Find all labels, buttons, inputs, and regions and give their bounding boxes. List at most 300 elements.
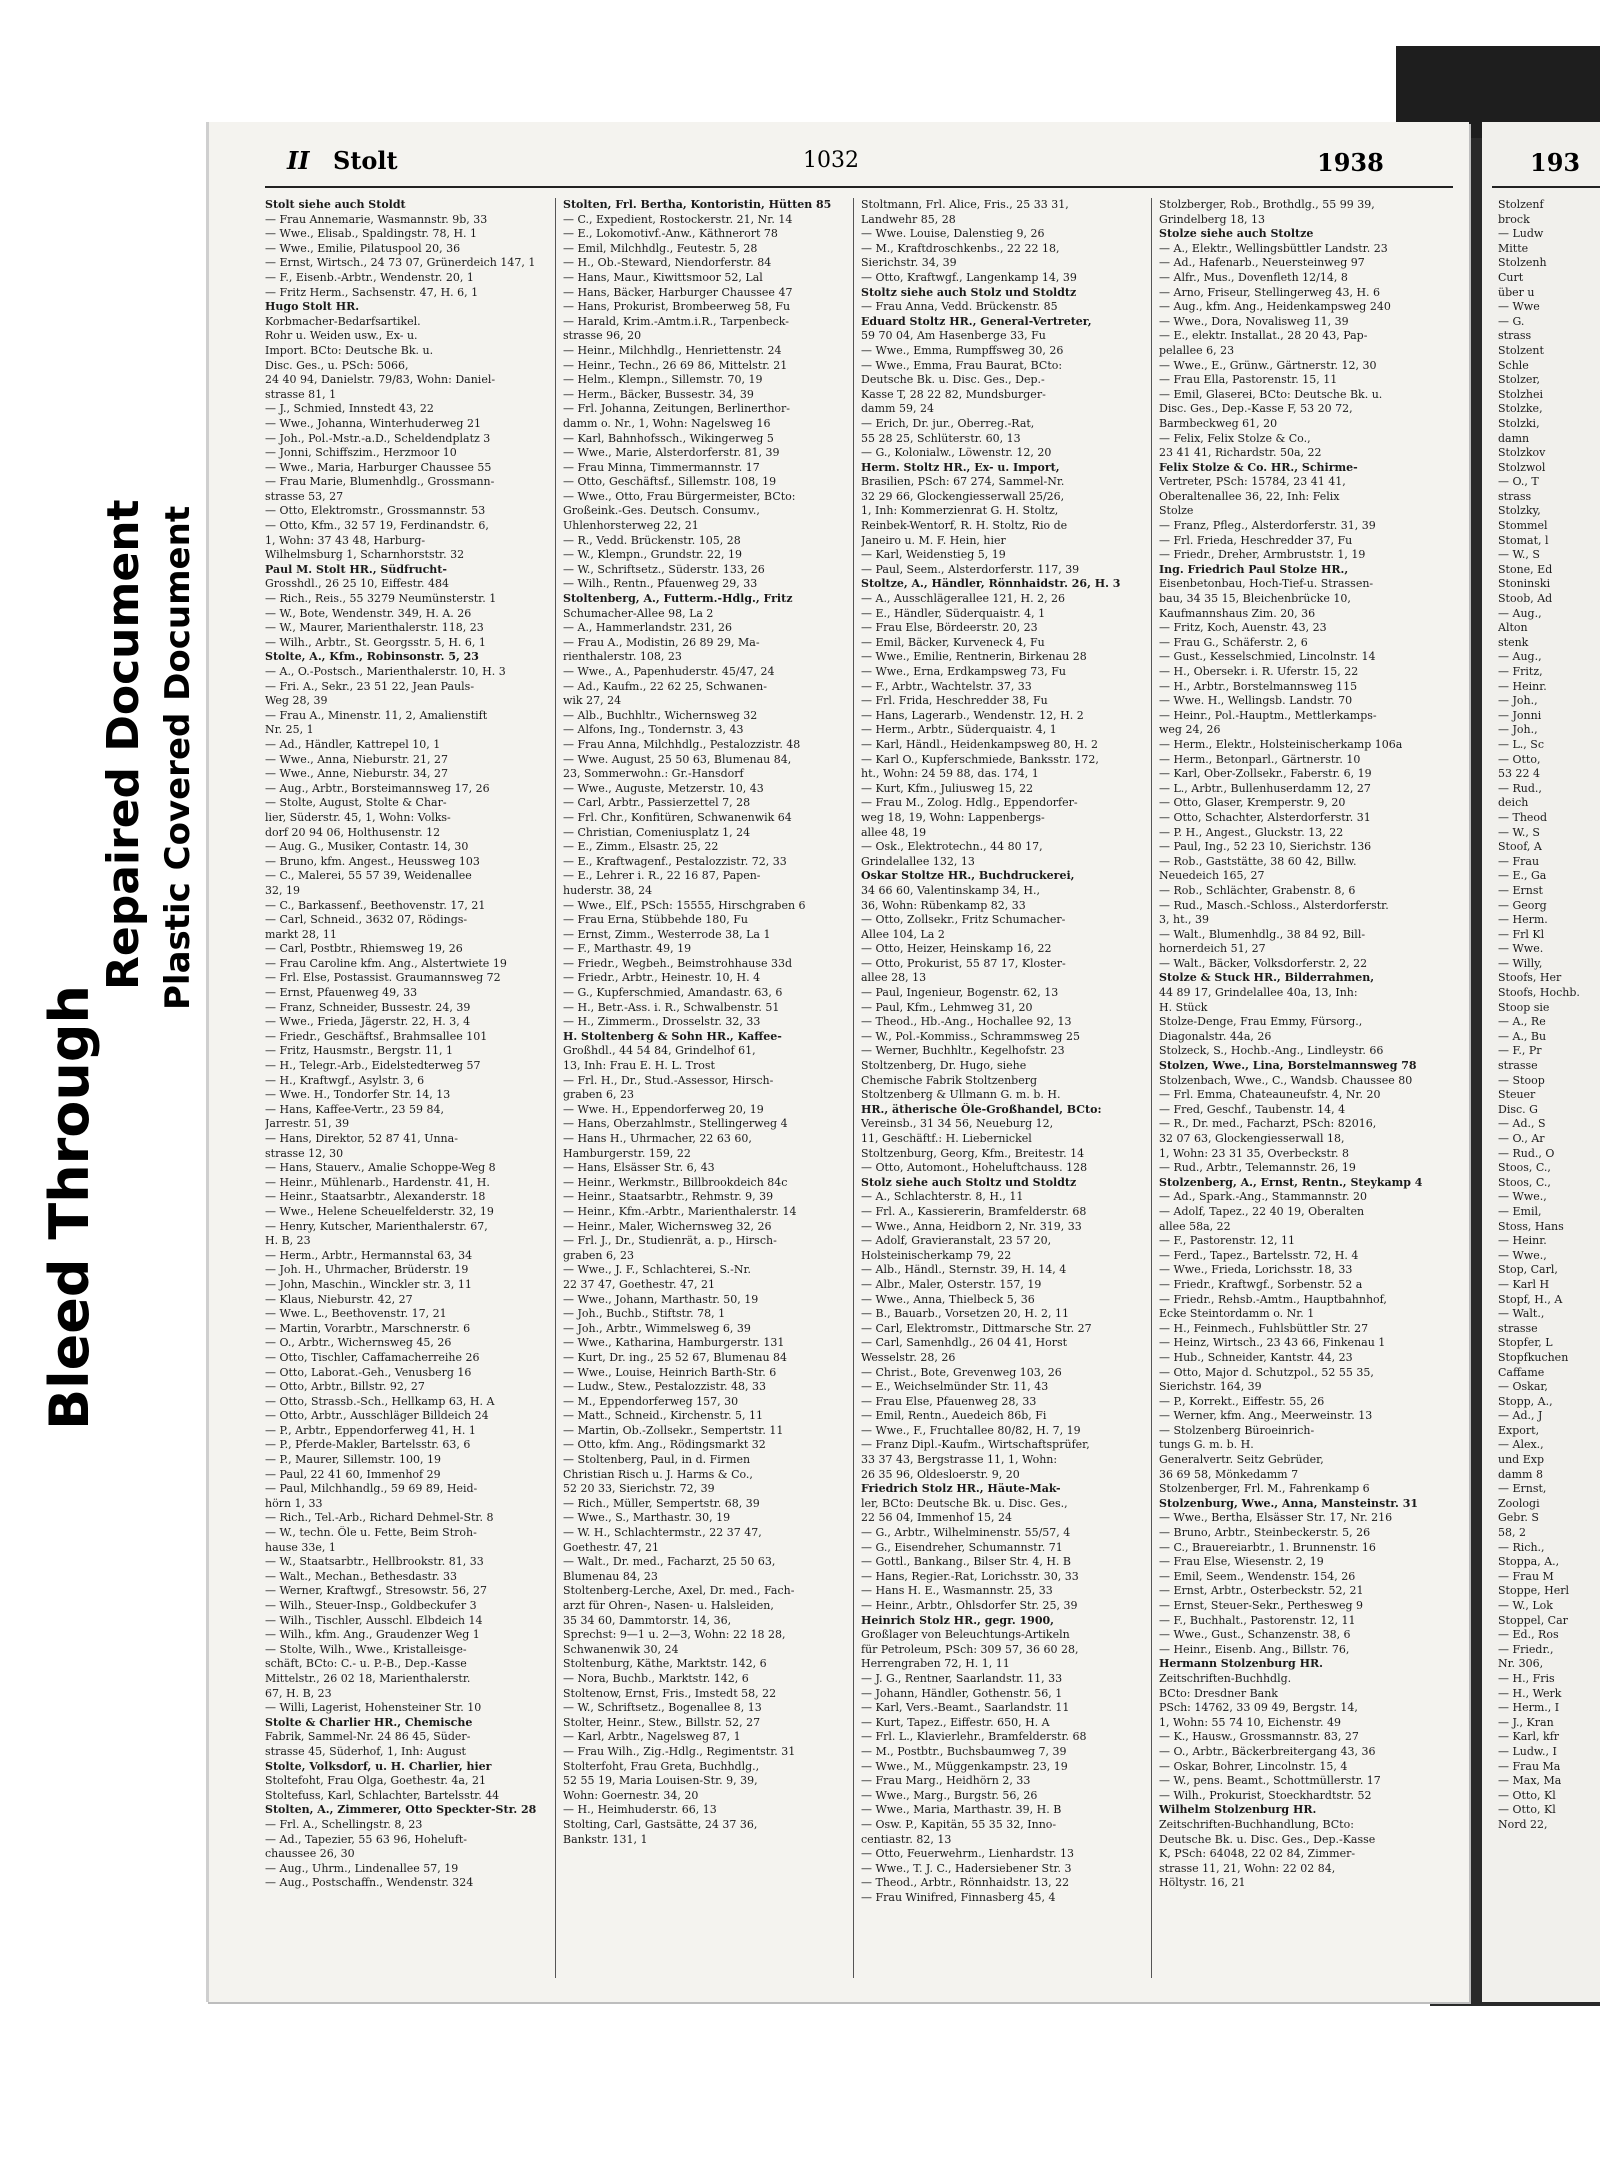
directory-entry: Christian Risch u. J. Harms & Co., (563, 1467, 753, 1481)
directory-entry: — Werner, Kraftwgf., Stresowstr. 56, 27 (265, 1584, 487, 1598)
directory-entry: — Frau Annemarie, Wasmannstr. 9b, 33 (265, 212, 488, 226)
directory-entry: Fabrik, Sammel-Nr. 24 86 45, Süder- (265, 1730, 471, 1744)
directory-entry: — Frau Else, Wiesenstr. 2, 19 (1159, 1555, 1324, 1569)
directory-entry: — Frau Erna, Stübbehde 180, Fu (563, 913, 748, 927)
directory-entry: — Osw. P., Kapitän, 55 35 32, Inno- (861, 1817, 1057, 1831)
directory-entry: — Heinz, Wirtsch., 23 43 66, Finkenau 1 (1159, 1336, 1386, 1350)
next-page-line: Stoninski (1498, 577, 1551, 591)
directory-entry: — Wwe. August, 25 50 63, Blumenau 84, (563, 752, 792, 766)
directory-entry: — Heinr., Staatsarbtr., Rehmstr. 9, 39 (563, 1190, 774, 1204)
directory-entry: — Kurt, Kfm., Juliusweg 15, 22 (861, 781, 1034, 795)
directory-entry: Disc. Ges., u. PSch: 5066, (265, 358, 409, 372)
next-page-line: Alton (1498, 621, 1528, 635)
directory-entry: — Wilh., Prokurist, Stoeckhardtstr. 52 (1159, 1788, 1372, 1802)
directory-entry: — Christ., Bote, Grevenweg 103, 26 (861, 1365, 1062, 1379)
next-page-line: damn (1498, 431, 1530, 445)
next-page-line: — Rud., (1498, 781, 1542, 795)
next-page-line: — Karl, kfr (1498, 1730, 1560, 1744)
next-page-line: Stolzent (1498, 343, 1544, 357)
directory-entry: — Wwe., A., Papenhuderstr. 45/47, 24 (563, 665, 775, 678)
next-page-line: — Frl Kl (1498, 927, 1545, 941)
directory-entry: — Carl, Arbtr., Passierzettel 7, 28 (563, 796, 751, 810)
directory-entry: Neuedeich 165, 27 (1159, 869, 1265, 883)
directory-entry: — C., Expedient, Rostockerstr. 21, Nr. 14 (563, 212, 793, 226)
directory-entry: — Martin, Vorarbtr., Marschnerstr. 6 (265, 1321, 471, 1335)
next-page-line: — Rud., O (1498, 1146, 1555, 1160)
directory-entry: lier, Süderstr. 45, 1, Wohn: Volks- (265, 810, 451, 824)
directory-entry: — Fritz, Hausmstr., Bergstr. 11, 1 (265, 1044, 454, 1058)
directory-entry: — Ludw., Stew., Pestalozzistr. 48, 33 (563, 1380, 766, 1394)
directory-entry: — Otto, Kraftwgf., Langenkamp 14, 39 (861, 270, 1077, 284)
directory-entry: Stolze siehe auch Stoltze (1159, 227, 1314, 241)
next-page-line: — Willy, (1498, 956, 1543, 970)
next-page-line: — L., Sc (1498, 737, 1544, 751)
directory-entry: — Wwe., Gust., Schanzenstr. 38, 6 (1159, 1628, 1351, 1642)
directory-entry: — Heinr., Kfm.-Arbtr., Marienthalerstr. 14 (563, 1204, 797, 1218)
directory-entry: — A., Elektr., Wellingsbüttler Landstr. 23 (1159, 241, 1388, 255)
directory-entry: Stolzenbach, Wwe., C., Wandsb. Chaussee 80 (1159, 1073, 1413, 1087)
directory-entry: — Frau Else, Bördeerstr. 20, 23 (861, 621, 1038, 635)
directory-entry: — Wwe., Emilie, Pilatuspool 20, 36 (265, 241, 461, 255)
header-rule (265, 186, 1453, 188)
directory-entry: — Aug., Uhrm., Lindenallee 57, 19 (265, 1861, 459, 1875)
next-page-line: — Ludw., I (1498, 1744, 1557, 1758)
directory-entry: H. B, 23 (265, 1234, 311, 1248)
directory-entry: — W., Schriftsetz., Bogenallee 8, 13 (563, 1701, 762, 1715)
next-page-line: strasse (1498, 1059, 1538, 1073)
directory-entry: 22 56 04, Immenhof 15, 24 (861, 1511, 1013, 1525)
directory-entry: — Karl, Vers.-Beamt., Saarlandstr. 11 (861, 1701, 1070, 1715)
directory-entry: — Otto, Laborat.-Geh., Venusberg 16 (265, 1365, 472, 1379)
directory-entry: — O., Arbtr., Wichernsweg 45, 26 (265, 1336, 452, 1350)
directory-entry: — Frl. Frida, Heschredder 38, Fu (861, 694, 1048, 708)
directory-entry: Grindelallee 132, 13 (861, 854, 975, 868)
next-page-line: deich (1498, 796, 1529, 810)
next-page-line: Stoppa, A., (1498, 1555, 1560, 1569)
directory-entry: Reinbek-Wentorf, R. H. Stoltz, Rio de (861, 519, 1068, 533)
directory-entry: schäft, BCto: C.- u. P.-B., Dep.-Kasse (265, 1657, 467, 1671)
directory-entry: — Otto, Schachter, Alsterdorferstr. 31 (1159, 810, 1371, 824)
directory-entry: — Paul, Kfm., Lehmweg 31, 20 (861, 1000, 1033, 1014)
directory-entry: Vereinsb., 31 34 56, Neueburg 12, (861, 1117, 1054, 1131)
directory-entry: 52 20 33, Sierichstr. 72, 39 (563, 1482, 715, 1496)
directory-entry: Goethestr. 47, 21 (563, 1540, 660, 1554)
directory-entry: — F., Pastorenstr. 12, 11 (1159, 1234, 1296, 1248)
next-page-line: Stoof, A (1498, 840, 1542, 854)
directory-entry: — Rich., Müller, Sempertstr. 68, 39 (563, 1496, 760, 1510)
next-page-line: — W., Lok (1498, 1599, 1553, 1612)
directory-entry: Schumacher-Allee 98, La 2 (563, 606, 714, 620)
directory-entry: — Oskar, Bohrer, Lincolnstr. 15, 4 (1159, 1759, 1348, 1773)
directory-entry: — Hans, Oberzahlmstr., Stellingerweg 4 (563, 1117, 788, 1131)
directory-entry: Stolter, Heinr., Stew., Billstr. 52, 27 (563, 1715, 761, 1729)
directory-entry: Stolzenburg, Wwe., Anna, Mansteinstr. 31 (1159, 1496, 1419, 1510)
directory-entry: — F., Arbtr., Wachtelstr. 37, 33 (861, 679, 1032, 693)
directory-entry: 26 35 96, Oldesloerstr. 9, 20 (861, 1467, 1020, 1481)
directory-entry: — M., Kraftdroschkenbs., 22 22 18, (861, 241, 1060, 255)
directory-entry: — Ernst, Wirtsch., 24 73 07, Grünerdeich 147, 1 (265, 256, 536, 270)
directory-entry: — M., Eppendorferweg 157, 30 (563, 1394, 739, 1408)
directory-entry: — Stolzenberg Büroeinrich- (1159, 1423, 1315, 1437)
directory-entry: Heinrich Stolz HR., gegr. 1900, (861, 1613, 1054, 1627)
directory-entry: — Jonni, Schiffszim., Herzmoor 10 (265, 446, 457, 460)
directory-entry: bau, 34 35 15, Bleichenbrücke 10, (1159, 592, 1351, 606)
directory-entry: — Harald, Krim.-Amtm.i.R., Tarpenbeck- (563, 314, 789, 328)
directory-entry: — Friedr., Wegbeh., Beimstrohhause 33d (563, 956, 793, 970)
next-page-line: Mitte (1498, 241, 1529, 255)
directory-entry: — Alfons, Ing., Tondernstr. 3, 43 (563, 723, 744, 737)
directory-entry: huderstr. 38, 24 (563, 883, 653, 897)
directory-entry: — Wwe., Anna, Heidborn 2, Nr. 319, 33 (861, 1219, 1082, 1233)
directory-entry: Hamburgerstr. 159, 22 (563, 1146, 691, 1160)
directory-entry: allee 28, 13 (861, 971, 927, 985)
section-number: II (287, 146, 310, 175)
directory-entry: — Frl. A., Schellingstr. 8, 23 (265, 1817, 423, 1831)
directory-entry: — E., Weichselmünder Str. 11, 43 (861, 1380, 1049, 1394)
directory-entry: dorf 20 94 06, Holthusenstr. 12 (265, 825, 441, 839)
directory-entry: — John, Maschin., Winckler str. 3, 11 (265, 1277, 472, 1291)
directory-entry: — F., Eisenb.-Arbtr., Wendenstr. 20, 1 (265, 270, 474, 284)
directory-entry: — Heinr., Staatsarbtr., Alexanderstr. 18 (265, 1190, 486, 1204)
next-page-line: Stolzhei (1498, 387, 1544, 401)
next-page-line: strass (1498, 489, 1532, 503)
directory-entry: — H., Telegr.-Arb., Eidelstedterweg 57 (265, 1059, 481, 1073)
directory-entry: — Karl, Ober-Zollsekr., Faberstr. 6, 19 (1159, 767, 1372, 781)
directory-entry: — Kurt, Dr. ing., 25 52 67, Blumenau 84 (563, 1350, 788, 1364)
directory-entry: Herrengraben 72, H. 1, 11 (861, 1657, 1010, 1671)
next-page-line: — Emil, (1498, 1204, 1542, 1218)
directory-entry: — E., Kraftwagenf., Pestalozzistr. 72, 33 (563, 854, 787, 868)
directory-entry: 23 41 41, Richardstr. 50a, 22 (1159, 446, 1322, 460)
directory-entry: — Otto, Zollsekr., Fritz Schumacher- (861, 913, 1066, 927)
directory-entry: Rohr u. Weiden usw., Ex- u. (265, 329, 418, 343)
directory-entry: Stolten, Frl. Bertha, Kontoristin, Hütten 85 (563, 198, 832, 211)
directory-entry: — F., Marthastr. 49, 19 (563, 942, 692, 956)
directory-entry: — H., Heimhuderstr. 66, 13 (563, 1803, 717, 1817)
directory-entry: Ecke Steintordamm o. Nr. 1 (1159, 1307, 1315, 1321)
directory-entry: — Wwe., Elf., PSch: 15555, Hirschgraben 6 (563, 898, 806, 912)
directory-entry: — Hans, Regier.-Rat, Lorichsstr. 30, 33 (861, 1569, 1079, 1583)
next-page-line: Stoppe, Herl (1498, 1584, 1570, 1598)
directory-entry: — Karl, Händl., Heidenkampsweg 80, H. 2 (861, 737, 1098, 751)
directory-entry: Stoltzenburg, Georg, Kfm., Breitestr. 14 (861, 1146, 1085, 1160)
directory-entry: Sierichstr. 164, 39 (1159, 1380, 1262, 1394)
directory-entry: tungs G. m. b. H. (1159, 1438, 1254, 1452)
directory-entry: — Hans, Maur., Kiwittsmoor 52, Lal (563, 270, 763, 284)
directory-entry: — K., Hausw., Grossmannstr. 83, 27 (1159, 1730, 1359, 1744)
directory-entry: — W., Klempn., Grundstr. 22, 19 (563, 548, 743, 562)
directory-entry: — Rich., Reis., 55 3279 Neumünsterstr. 1 (265, 592, 497, 606)
directory-entry: Chemische Fabrik Stoltzenberg (861, 1073, 1038, 1087)
directory-entry: — Alfr., Mus., Dovenfleth 12/14, 8 (1159, 270, 1348, 284)
next-page-line: — O., T (1498, 475, 1539, 489)
next-page-line: — Ad., S (1498, 1117, 1546, 1131)
directory-entry: — Heinr., Eisenb. Ang., Billstr. 76, (1159, 1642, 1350, 1656)
directory-entry: Großhdl., 44 54 84, Grindelhof 61, (563, 1044, 756, 1058)
directory-entry: — Friedr., Rehsb.-Amtm., Hauptbahnhof, (1159, 1292, 1387, 1306)
directory-entry: — Gust., Kesselschmied, Lincolnstr. 14 (1159, 650, 1376, 664)
directory-entry: — Wwe., Frieda, Jägerstr. 22, H. 3, 4 (265, 1015, 471, 1029)
next-page-line: 58, 2 (1498, 1526, 1526, 1540)
directory-entry: — Wwe. H., Tondorfer Str. 14, 13 (265, 1088, 451, 1102)
label-bleed-through: Bleed Through (38, 985, 101, 1430)
directory-entry: — Frau Else, Pfauenweg 28, 33 (861, 1394, 1037, 1408)
directory-entry: Stolte, A., Kfm., Robinsonstr. 5, 23 (265, 650, 479, 664)
directory-entry: — E., Lehrer i. R., 22 16 87, Papen- (563, 869, 761, 883)
directory-entry: rienthalerstr. 108, 23 (563, 650, 682, 664)
directory-entry: Hermann Stolzenburg HR. (1159, 1657, 1323, 1671)
next-page-line: — Ernst, (1498, 1482, 1547, 1496)
next-page-line: Stoppel, Car (1498, 1613, 1568, 1627)
directory-entry: — Heinr., Arbtr., Ohlsdorfer Str. 25, 39 (861, 1599, 1078, 1612)
directory-entry: — Frau Winifred, Finnasberg 45, 4 (861, 1890, 1056, 1904)
next-page-line: — Herm. (1498, 913, 1548, 927)
directory-entry: — Nora, Buchb., Marktstr. 142, 6 (563, 1671, 749, 1685)
directory-entry: — Otto, Prokurist, 55 87 17, Kloster- (861, 956, 1066, 970)
next-page-line: — Wwe. (1498, 942, 1544, 956)
directory-entry: Barmbeckweg 61, 20 (1159, 416, 1278, 430)
next-page-line: — Theod (1498, 810, 1548, 824)
directory-entry: — Wwe., J. F., Schlachterei, S.-Nr. (563, 1263, 752, 1277)
directory-entry: graben 6, 23 (563, 1248, 634, 1262)
directory-entry: 1, Wohn: 55 74 10, Eichenstr. 49 (1159, 1715, 1342, 1729)
directory-entry: — Rob., Gaststätte, 38 60 42, Billw. (1159, 854, 1357, 868)
directory-entry: — Emil, Glaserei, BCto: Deutsche Bk. u. (1159, 387, 1383, 401)
directory-entry: — J., Schmied, Innstedt 43, 22 (265, 402, 434, 416)
directory-entry: — Frau A., Minenstr. 11, 2, Amalienstift (265, 708, 488, 722)
directory-entry: — W., Maurer, Marienthalerstr. 118, 23 (265, 621, 484, 635)
directory-entry: — A., Ausschlägerallee 121, H. 2, 26 (861, 592, 1066, 606)
directory-entry: — Otto, Major d. Schutzpol., 52 55 35, (1159, 1365, 1374, 1379)
directory-entry: — Helm., Klempn., Sillemstr. 70, 19 (563, 373, 763, 387)
directory-entry: — E., Händler, Süderquaistr. 4, 1 (861, 606, 1046, 620)
directory-entry: 44 89 17, Grindelallee 40a, 13, Inh: (1159, 986, 1358, 1000)
next-page-line: Stolzenf (1498, 198, 1544, 211)
directory-entry: — W., Pol.-Kommiss., Schrammsweg 25 (861, 1029, 1080, 1043)
next-page-line: Stolzenh (1498, 256, 1547, 270)
directory-entry: — Otto, Arbtr., Ausschläger Billdeich 24 (265, 1409, 489, 1423)
next-page-line: strass (1498, 329, 1532, 343)
directory-entry: 32 07 63, Glockengiesserwall 18, (1159, 1132, 1345, 1145)
directory-entry: — Wilh., Steuer-Insp., Goldbeckufer 3 (265, 1599, 477, 1612)
directory-entry: — Frau Marg., Heidhörn 2, 33 (861, 1774, 1031, 1788)
directory-entry: Kasse T, 28 22 82, Mundsburger- (861, 387, 1046, 401)
next-page-line: über u (1498, 285, 1535, 299)
directory-entry: — M., Postbtr., Buchsbaumweg 7, 39 (861, 1744, 1067, 1758)
next-page-line: — Wwe., (1498, 1248, 1547, 1262)
next-page-line: Stopf, H., A (1498, 1292, 1563, 1306)
directory-entry: — Carl, Samenhdlg., 26 04 41, Horst (861, 1336, 1068, 1350)
directory-entry: — Aug., Postschaffn., Wendenstr. 324 (265, 1876, 474, 1890)
directory-entry: Wesselstr. 28, 26 (861, 1350, 956, 1364)
directory-entry: Holsteinischerkamp 79, 22 (861, 1248, 1012, 1262)
directory-entry: — Wwe., Johann, Marthastr. 50, 19 (563, 1292, 759, 1306)
directory-entry: — Otto, Heizer, Heinskamp 16, 22 (861, 942, 1052, 956)
directory-year: 1938 (1317, 148, 1384, 177)
directory-entry: Stolte & Charlier HR., Chemische (265, 1715, 473, 1729)
directory-entry: — Wwe., Anna, Nieburstr. 21, 27 (265, 752, 449, 766)
directory-entry: — Alb., Buchhltr., Wichernsweg 32 (563, 708, 758, 722)
directory-entry: arzt für Ohren-, Nasen- u. Halsleiden, (563, 1599, 774, 1612)
directory-entry: — B., Bauarb., Vorsetzen 20, H. 2, 11 (861, 1307, 1069, 1321)
directory-entry: — Heinr., Milchhdlg., Henriettenstr. 24 (563, 343, 782, 357)
directory-entry: — Heinr., Maler, Wichernsweg 32, 26 (563, 1219, 772, 1233)
directory-entry: — Osk., Elektrotechn., 44 80 17, (861, 840, 1043, 854)
next-page-line: — Max, Ma (1498, 1774, 1562, 1788)
directory-entry: — G., Eisendreher, Schumannstr. 71 (861, 1540, 1063, 1554)
directory-entry: — Bruno, kfm. Angest., Heussweg 103 (265, 854, 480, 868)
directory-entry: — C., Brauereiarbtr., 1. Brunnenstr. 16 (1159, 1540, 1376, 1554)
directory-entry: — P., Pferde-Makler, Bartelsstr. 63, 6 (265, 1438, 471, 1452)
directory-entry: — H., Arbtr., Borstelmannsweg 115 (1159, 679, 1358, 693)
directory-entry: Stolzenberg, A., Ernst, Rentn., Steykamp 4 (1159, 1175, 1423, 1189)
next-page-line: strasse (1498, 1321, 1538, 1335)
directory-entry: — Joh., Arbtr., Wimmelsweg 6, 39 (563, 1321, 751, 1335)
directory-entry: — Gottl., Bankang., Bilser Str. 4, H. B (861, 1555, 1072, 1569)
next-page-line: Stommel (1498, 519, 1548, 533)
directory-entry: — Rud., Arbtr., Telemannstr. 26, 19 (1159, 1161, 1356, 1175)
directory-entry: — W., Bote, Wendenstr. 349, H. A. 26 (265, 606, 472, 620)
directory-entry: — J. G., Rentner, Saarlandstr. 11, 33 (861, 1671, 1063, 1685)
directory-entry: — Frau Anna, Milchhdlg., Pestalozzistr. 48 (563, 737, 801, 751)
directory-entry: Uhlenhorsterweg 22, 21 (563, 519, 699, 533)
directory-entry: — Wilh., Rentn., Pfauenweg 29, 33 (563, 577, 758, 591)
directory-entry: Großeink.-Ges. Deutsch. Consumv., (563, 504, 760, 518)
directory-entry: Landwehr 85, 28 (861, 212, 956, 226)
directory-entry: — Friedr., Kraftwgf., Sorbenstr. 52 a (1159, 1277, 1363, 1291)
directory-entry: — Wwe., Emilie, Rentnerin, Birkenau 28 (861, 650, 1087, 664)
next-page-line: Nord 22, (1498, 1817, 1548, 1831)
directory-entry: — Paul, 22 41 60, Immenhof 29 (265, 1467, 441, 1481)
directory-entry: — Frau Wilh., Zig.-Hdlg., Regimentstr. 31 (563, 1744, 796, 1758)
directory-entry: — Fri. A., Sekr., 23 51 22, Jean Pauls- (265, 679, 475, 693)
next-page-line: Stoos, C., (1498, 1175, 1551, 1189)
directory-entry: — Paul, Seem., Alsterdorferstr. 117, 39 (861, 562, 1080, 576)
next-page-line: und Exp (1498, 1453, 1544, 1467)
directory-entry: — Wwe., Emma, Frau Baurat, BCto: (861, 358, 1063, 372)
directory-entry: — Joh., Pol.-Mstr.-a.D., Scheldendplatz 3 (265, 431, 491, 445)
directory-entry: — Bruno, Arbtr., Steinbeckerstr. 5, 26 (1159, 1526, 1371, 1540)
directory-entry: Diagonalstr. 44a, 26 (1159, 1029, 1272, 1043)
next-page-line: — H., Werk (1498, 1686, 1562, 1700)
directory-entry: pelallee 6, 23 (1159, 343, 1235, 357)
column-2 (563, 198, 847, 1988)
directory-entry: weg 18, 19, Wohn: Lappenbergs- (861, 810, 1045, 824)
directory-entry: — P., Maurer, Sillemstr. 100, 19 (265, 1453, 441, 1467)
directory-entry: Stolten, A., Zimmerer, Otto Speckter-Str. 28 (265, 1803, 537, 1817)
directory-entry: hause 33e, 1 (265, 1540, 336, 1554)
directory-entry: — Frl. H., Dr., Stud.-Assessor, Hirsch- (563, 1073, 774, 1087)
directory-entry: — Ad., Kaufm., 22 62 25, Schwanen- (563, 679, 767, 693)
directory-entry: strasse 81, 1 (265, 387, 337, 401)
directory-entry: Stoltz siehe auch Stolz und Stoldtz (861, 285, 1077, 299)
directory-entry: — Ad., Spark.-Ang., Stammannstr. 20 (1159, 1190, 1368, 1204)
directory-entry: — Hans, Kaffee-Vertr., 23 59 84, (265, 1102, 445, 1116)
directory-entry: — Heinr., Techn., 26 69 86, Mittelstr. 21 (563, 358, 788, 372)
next-page-line: Stoofs, Hochb. (1498, 986, 1580, 1000)
next-page-line: damm 8 (1498, 1467, 1543, 1481)
directory-entry: — Wwe. Louise, Dalenstieg 9, 26 (861, 227, 1045, 241)
directory-entry: strasse 11, 21, Wohn: 22 02 84, (1159, 1861, 1336, 1875)
directory-entry: 32 29 66, Glockengiesserwall 25/26, (861, 489, 1065, 503)
directory-entry: — Karl, Bahnhofssch., Wikingerweg 5 (563, 431, 774, 445)
directory-entry: Weg 28, 39 (265, 694, 328, 708)
directory-entry: — Herm., Bäcker, Bussestr. 34, 39 (563, 387, 754, 401)
directory-entry: — P. H., Angest., Gluckstr. 13, 22 (1159, 825, 1344, 839)
directory-entry: — L., Arbtr., Bullenhuserdamm 12, 27 (1159, 781, 1371, 795)
directory-entry: Vertreter, PSch: 15784, 23 41 41, (1159, 475, 1346, 489)
directory-entry: — Erich, Dr. jur., Oberreg.-Rat, (861, 416, 1035, 430)
directory-entry: Import. BCto: Deutsche Bk. u. (265, 343, 434, 357)
directory-entry: — Stoltenberg, Paul, in d. Firmen (563, 1453, 751, 1467)
directory-entry: — Hans H., Uhrmacher, 22 63 60, (563, 1132, 752, 1145)
directory-entry: wik 27, 24 (563, 694, 622, 708)
directory-entry: — Wwe., Anne, Nieburstr. 34, 27 (265, 767, 448, 781)
directory-entry: ht., Wohn: 24 59 88, das. 174, 1 (861, 767, 1039, 781)
directory-entry: — Wwe., F., Fruchtallee 80/82, H. 7, 19 (861, 1423, 1081, 1437)
directory-entry: — Rob., Schlächter, Grabenstr. 8, 6 (1159, 883, 1356, 897)
directory-entry: Schwanenwik 30, 24 (563, 1642, 679, 1656)
directory-entry: — Otto, Geschäftsf., Sillemstr. 108, 19 (563, 475, 777, 489)
column-4 (1159, 198, 1453, 1988)
directory-entry: — W., Staatsarbtr., Hellbrookstr. 81, 33 (265, 1555, 484, 1569)
column-divider (1151, 198, 1152, 1978)
directory-entry: — Hans, Lagerarb., Wendenstr. 12, H. 2 (861, 708, 1084, 722)
directory-entry: Stolz siehe auch Stoltz und Stoldtz (861, 1175, 1077, 1189)
directory-entry: — A., Schlachterstr. 8, H., 11 (861, 1190, 1024, 1204)
directory-entry: — Wwe., Marg., Burgstr. 56, 26 (861, 1788, 1038, 1802)
directory-entry: damm 59, 24 (861, 402, 934, 416)
next-page-line: — Karl H (1498, 1277, 1550, 1291)
next-page-line: — W., S (1498, 548, 1540, 562)
directory-entry: 1, Inh: Kommerzienrat G. H. Stoltz, (861, 504, 1059, 518)
directory-entry: Janeiro u. M. F. Hein, hier (861, 533, 1006, 547)
directory-entry: Felix Stolze & Co. HR., Schirme- (1159, 460, 1358, 474)
directory-entry: Herm. Stoltz HR., Ex- u. Import, (861, 460, 1060, 474)
directory-entry: Stolterfoht, Frau Greta, Buchhdlg., (563, 1759, 760, 1773)
directory-entry: — Matt., Schneid., Kirchenstr. 5, 11 (563, 1409, 764, 1423)
directory-entry: 23, Sommerwohn.: Gr.-Hansdorf (563, 767, 744, 781)
directory-entry: Stoltmann, Frl. Alice, Fris., 25 33 31, (861, 198, 1069, 211)
directory-entry: — Paul, Ingenieur, Bogenstr. 62, 13 (861, 986, 1059, 1000)
directory-entry: Wilhelmsburg 1, Scharnhorststr. 32 (265, 548, 465, 562)
directory-entry: Stolze-Denge, Frau Emmy, Fürsorg., (1159, 1015, 1363, 1029)
next-page-line: Caffame (1498, 1365, 1545, 1379)
next-page-line: Nr. 306, (1498, 1657, 1544, 1671)
directory-entry: PSch: 14762, 33 09 49, Bergstr. 14, (1159, 1701, 1358, 1715)
directory-entry: — Kurt, Tapez., Eiffestr. 650, H. A (861, 1715, 1050, 1729)
directory-entry: Oskar Stoltze HR., Buchdruckerei, (861, 869, 1075, 883)
directory-entry: — Theod., Arbtr., Rönnhaidstr. 13, 22 (861, 1876, 1070, 1890)
column-1 (265, 198, 549, 1988)
directory-entry: Eduard Stoltz HR., General-Vertreter, (861, 314, 1092, 328)
directory-entry: Stolte, Volksdorf, u. H. Charlier, hier (265, 1759, 492, 1773)
directory-entry: Grosshdl., 26 25 10, Eiffestr. 484 (265, 577, 450, 591)
next-page-line: — A., Bu (1498, 1029, 1547, 1043)
directory-entry: — Hans, Stauerv., Amalie Schoppe-Weg 8 (265, 1161, 496, 1175)
directory-entry: 32, 19 (265, 883, 300, 897)
directory-entry: — Werner, Buchhltr., Kegelhofstr. 23 (861, 1044, 1065, 1058)
next-page-line: — Georg (1498, 898, 1547, 912)
directory-entry: — Franz, Schneider, Bussestr. 24, 39 (265, 1000, 471, 1014)
directory-entry: — Otto, kfm. Ang., Rödingsmarkt 32 (563, 1438, 766, 1452)
directory-entry: 24 40 94, Danielstr. 79/83, Wohn: Daniel- (265, 373, 496, 387)
directory-entry: — O., Arbtr., Bäckerbreitergang 43, 36 (1159, 1744, 1376, 1758)
directory-entry: Paul M. Stolt HR., Südfrucht- (265, 562, 447, 576)
next-page-line: Stopfkuchen (1498, 1350, 1569, 1364)
directory-entry: — R., Dr. med., Facharzt, PSch: 82016, (1159, 1117, 1377, 1131)
next-page-line: — F., Pr (1498, 1044, 1542, 1058)
